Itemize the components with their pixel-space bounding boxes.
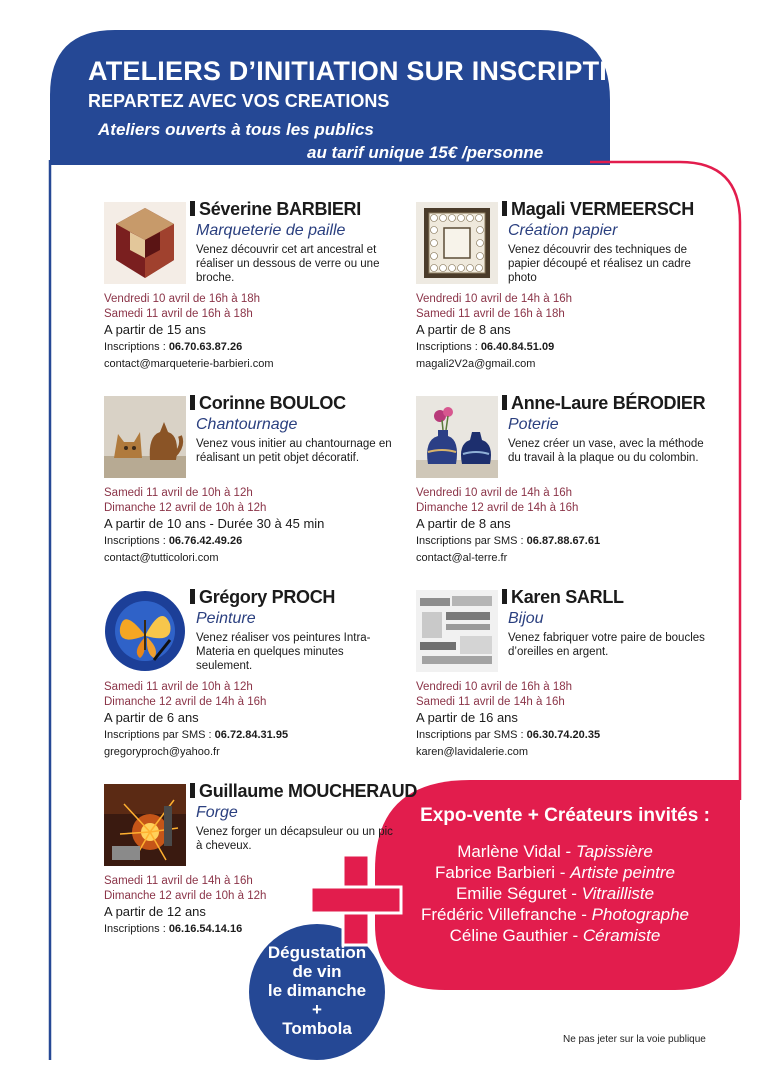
workshop-card xyxy=(104,393,404,581)
page-subtitle: REPARTEZ AVEC VOS CREATIONS xyxy=(88,91,390,111)
workshop-card xyxy=(416,199,716,387)
workshop-description: Venez créer un vase, avec la méthode du travail à la plaque ou du colombin. xyxy=(508,438,704,464)
contact-email: magali2V2a@gmail.com xyxy=(416,358,536,370)
tagline-line-1: Ateliers ouverts à tous les publics xyxy=(98,120,374,139)
artisan-name: Séverine BARBIERI xyxy=(190,199,361,220)
bullet-square xyxy=(190,589,195,604)
bullet-square xyxy=(502,589,507,604)
expo-title: Expo-vente + Créateurs invités : xyxy=(420,805,710,826)
artisan-name: Grégory PROCH xyxy=(190,587,335,608)
registration-phone: Inscriptions par SMS : 06.72.84.31.95 xyxy=(104,729,289,741)
registration-phone: Inscriptions : 06.16.54.14.16 xyxy=(104,923,243,935)
age-requirement: A partir de 6 ans xyxy=(104,710,199,725)
exhibitor-item: Frédéric Villefranche - Photographe xyxy=(420,905,690,924)
registration-phone: Inscriptions : 06.40.84.51.09 xyxy=(416,341,555,353)
workshop-description: Venez forger un décapsuleur ou un pic à cheveux. xyxy=(196,826,393,852)
exhibitor-item: Fabrice Barbieri - Artiste peintre xyxy=(435,863,675,882)
bullet-square xyxy=(502,201,507,216)
age-requirement: A partir de 12 ans xyxy=(104,904,206,919)
footnote: Ne pas jeter sur la voie publique xyxy=(563,1034,706,1045)
exhibitor-list xyxy=(380,841,730,946)
tagline-line-2: au tarif unique 15€ /personne xyxy=(307,143,544,162)
artisan-name: Magali VERMEERSCH xyxy=(502,199,694,220)
artisan-name: Corinne BOULOC xyxy=(190,393,346,414)
artisan-name: Karen SARLL xyxy=(502,587,624,608)
bullet-square xyxy=(190,395,195,410)
contact-email: gregoryproch@yahoo.fr xyxy=(104,746,220,758)
workshop-dates: Vendredi 10 avril de 16h à 18h Samedi 11 avril de 14h à 16h xyxy=(416,681,573,708)
workshop-card xyxy=(104,781,418,969)
registration-phone: Inscriptions : 06.76.42.49.26 xyxy=(104,535,243,547)
contact-email: contact@al-terre.fr xyxy=(416,552,508,564)
craft-title: Poterie xyxy=(508,416,559,433)
workshop-description: Venez vous initier au chantournage en réalisant un petit objet décoratif. xyxy=(196,438,392,464)
craft-title: Chantournage xyxy=(196,416,298,433)
workshop-dates: Samedi 11 avril de 10h à 12h Dimanche 12 avril de 10h à 12h xyxy=(104,487,267,514)
craft-title: Bijou xyxy=(508,610,544,627)
craft-title: Forge xyxy=(196,804,238,821)
exhibitor-item: Céline Gauthier - Céramiste xyxy=(449,926,661,945)
workshop-description: Venez découvrir cet art ancestral et réaliser un dessous de verre ou une broche. xyxy=(196,244,380,284)
workshop-description: Venez fabriquer votre paire de boucles d’oreilles en argent. xyxy=(508,632,705,658)
butterfly-painting-icon xyxy=(104,590,186,672)
craft-title: Peinture xyxy=(196,610,256,627)
paper-frame-icon xyxy=(416,202,498,284)
craft-title: Création papier xyxy=(508,222,618,239)
expo-section xyxy=(380,805,730,946)
craft-title: Marqueterie de paille xyxy=(196,222,346,239)
silver-jewelry-icon xyxy=(416,590,498,672)
age-requirement: A partir de 15 ans xyxy=(104,322,206,337)
wooden-cat-icon xyxy=(104,396,186,478)
straw-marquetry-icon xyxy=(104,202,186,284)
registration-phone: Inscriptions par SMS : 06.87.88.67.61 xyxy=(416,535,601,547)
age-requirement: A partir de 10 ans - Durée 30 à 45 min xyxy=(104,516,325,531)
exhibitor-item: Emilie Séguret - Vitrailliste xyxy=(455,884,655,903)
age-requirement: A partir de 16 ans xyxy=(416,710,518,725)
registration-phone: Inscriptions : 06.70.63.87.26 xyxy=(104,341,243,353)
contact-email: contact@tutticolori.com xyxy=(104,552,219,564)
age-requirement: A partir de 8 ans xyxy=(416,322,511,337)
contact-email: karen@lavidalerie.com xyxy=(416,746,529,758)
bullet-square xyxy=(190,783,195,798)
workshop-card xyxy=(104,199,404,387)
workshop-description: Venez découvrir des techniques de papier découpé et réalisez un cadre photo xyxy=(508,244,691,284)
workshop-dates: Vendredi 10 avril de 14h à 16h Dimanche 12 avril de 14h à 16h xyxy=(416,487,579,514)
workshop-card xyxy=(416,393,716,581)
age-requirement: A partir de 8 ans xyxy=(416,516,511,531)
workshop-description: Venez réaliser vos peintures Intra-Materia en quelques minutes seulement. xyxy=(196,632,371,672)
workshop-dates: Vendredi 10 avril de 16h à 18h Samedi 11 avril de 16h à 18h xyxy=(104,293,261,320)
forge-sparks-icon xyxy=(104,784,186,866)
workshop-card xyxy=(416,587,716,775)
artisan-name: Anne-Laure BÉRODIER xyxy=(502,393,705,414)
exhibitor-item: Marlène Vidal - Tapissière xyxy=(457,842,653,861)
degustation-text: Dégustation de vin le dimanche + Tombola xyxy=(267,943,367,1038)
bullet-square xyxy=(502,395,507,410)
artisan-name: Guillaume MOUCHERAUD xyxy=(190,781,417,802)
workshop-card xyxy=(104,587,404,775)
contact-email: contact@marqueterie-barbieri.com xyxy=(104,358,274,370)
pottery-vases-icon xyxy=(416,396,498,478)
page-title: ATELIERS D’INITIATION SUR INSCRIPTION xyxy=(88,56,648,86)
workshop-dates: Samedi 11 avril de 10h à 12h Dimanche 12 avril de 14h à 16h xyxy=(104,681,267,708)
registration-phone: Inscriptions par SMS : 06.30.74.20.35 xyxy=(416,729,601,741)
workshop-dates: Samedi 11 avril de 14h à 16h Dimanche 12 avril de 10h à 12h xyxy=(104,875,267,902)
workshop-dates: Vendredi 10 avril de 14h à 16h Samedi 11 avril de 16h à 18h xyxy=(416,293,573,320)
bullet-square xyxy=(190,201,195,216)
